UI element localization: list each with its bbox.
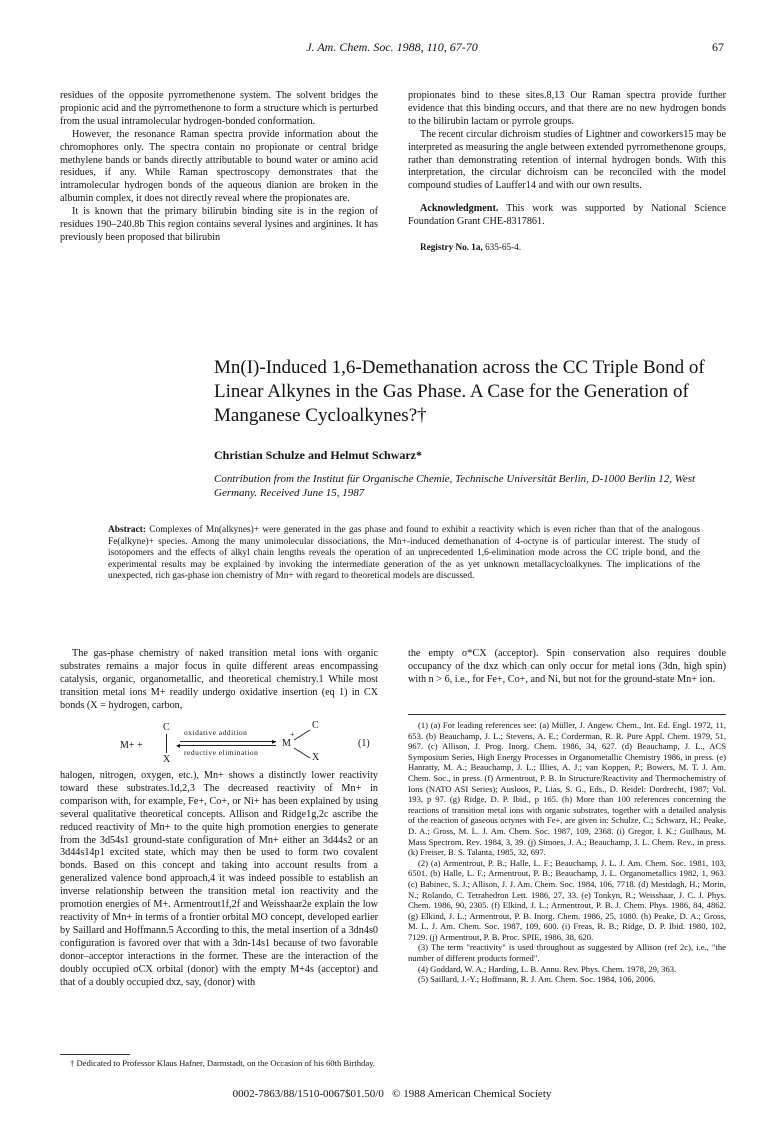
acknowledgment-label: Acknowledgment. — [420, 203, 499, 215]
equation-product-charge: + — [290, 730, 295, 739]
references — [408, 720, 726, 985]
equation-product-bonds — [290, 722, 330, 764]
reference-item: (5) Saillard, J.-Y.; Hoffmann, R. J. Am. Chem. Soc. 1984, 106, 2006. — [418, 974, 656, 985]
equation-forward-arrow — [180, 741, 276, 742]
page-footer — [0, 1088, 784, 1100]
reference-item: (4) Goddard, W. A.; Harding, L. B. Annu. Rev. Phys. Chem. 1978, 29, 363. — [418, 963, 677, 974]
abstract — [108, 525, 700, 583]
footer-copyright: © 1988 American Chemical Society — [392, 1088, 552, 1100]
references-rule — [408, 714, 726, 715]
body-paragraph: the empty σ*CX (acceptor). Spin conservation also requires double occupancy of the dxz which can only occur for metal ions (3dn, high spin) with n > 6, i.e., for Fe+, Co+, and Ni, but not for the ground-state Mn+ ion. — [408, 648, 726, 685]
equation-lhs: M+ + — [120, 740, 143, 751]
dedication-footnote — [60, 1058, 378, 1069]
equation-reverse-label: reductive elimination — [184, 748, 259, 757]
acknowledgment — [408, 203, 726, 229]
footnote-rule — [60, 1054, 130, 1055]
equation-product-x: X — [312, 752, 320, 763]
abstract-label: Abstract: — [108, 525, 147, 535]
reference-item: (2) (a) Armentrout, P. B.; Halle, L. F.; Beauchamp, J. L. J. Am. Chem. Soc. 1981, 103, 6501. (b) Halle, L. F.; Armentrout, P. B.; Beauchamp, J. L. Organometallics 1982, 1, 963. (c) Babinec, S. J.; Allison, J. J. Am. Chem. Soc. 1984, 106, 7718. (d) Mestdagh, H.; Morin, N.; Rolando, C. Tetrahedron Lett. 1986, 27, 33. (e) Tonkyn, R.; Weisshaar, J. C. J. Phys. Chem. 1986, 90, 2305. (f) Elkind, J. L.; Armentrout, P. B. J. Chem. Phys. 1986, 84, 4862. (g) Elkind, J. L.; Armentrout, P. B. Inorg. Chem. 1986, 25, 1080. (h) Peake, D. A.; Gross, M. L. J. Am. Chem. Soc. 1987, 109, 600. (i) Freas, R. B.; Ridge, D. P. Ibid. 1980, 102, 7129. (j) Armentrout, P. B. Proc. SPIE, 1986, 38, 620. — [408, 857, 726, 942]
prev-article-left-column — [60, 90, 378, 245]
prev-paragraph: The recent circular dichroism studies of Lightner and coworkers15 may be interpreted as measuring the angle between extended pyrromethenone groups, rather than demonstrating retention of internal hydrogen bonds. With this interpretation, the circular dichroism can be reconciled with the model compound studies of Lauffer14 and with our own results. — [408, 128, 726, 192]
body-left-intro — [60, 648, 378, 713]
equation-bond-line — [166, 734, 167, 753]
acknowledgment-text: This work was supported by National Science Foundation Grant CHE-8317861. — [408, 203, 726, 228]
reference-item: (1) (a) For leading references see: (a) Müller, J. Angew. Chem., Int. Ed. Engl. 1972, 11, 653. (b) Beauchamp, J. L.; Stevens, A. E.; Corderman, R. R. Pure Appl. Chem. 1979, 51, 967. (c) Allison, J. Prog. Inorg. Chem. 1986, 34, 627. (d) Beauchamp, J. L., ACS Symposium Series, High Energy Processes in Organometallic Chemistry 1986, in press. (e) Hanratty, M. A.; Beauchamp, J. L.; Illies, A. J.; van Koppen, P.; Bowers, M. T. J. Am. Chem. Soc., in press. (f) Armentrout, P. B. In Structure/Reactivity and Thermochemistry of Ions (NATO ASI Series); Ausloos, P., Lias, S. G., Eds., D. Reidel: Dordrecht, 1987; Vol. 193, p 97. (g) Ridge, D. P. Ibid., p 165. (h) More than 100 references concerning the reactions of transition metal ions with organic substrates, together with a detailed analysis of the reaction of gaseous octynes with Fe+, are given in: Schulze, C.; Schwarz, H.; Peake, D. A.; Gross, M. L. J. Am. Chem. Soc. 1987, 109, 2368. (i) Gregor, I. K.; Guilhaus, M. Mass Spectrom. Rev. 1984, 3, 39. (j) Simoes, J. A.; Beauchamp, J. L. Chem. Rev., in press. (k) Freiser, B. S. Talanta, 1985, 32, 697. — [408, 720, 726, 858]
body-right-column — [408, 648, 726, 687]
equation-bottom-atom: X — [163, 754, 171, 765]
equation-product-metal: M — [282, 738, 291, 749]
page-number: 67 — [712, 40, 724, 54]
arrow-head-icon: ▸ — [272, 737, 277, 746]
article-authors: Christian Schulze and Helmut Schwarz* — [214, 448, 423, 462]
prev-paragraph: It is known that the primary bilirubin binding site is in the region of residues 190–240.8b This region contains several lysines and arginines. It has previously been proposed that bilirubin — [60, 206, 378, 243]
prev-paragraph: residues of the opposite pyrromethenone system. The solvent bridges the propionic acid and the pyrromethenone to form a structure which is perturbed from the usual intramolecular hydrogen-bonded conformation. — [60, 90, 378, 127]
reference-item: (3) The term "reactivity" is used throughout as suggested by Allison (ref 2c), i.e., "the number of different products formed". — [408, 942, 726, 964]
abstract-text: Complexes of Mn(alkynes)+ were generated in the gas phase and found to exhibit a reactivity which is even richer than that of the analogous Fe(alkyne)+ species. Among the many unimolecular dissociations, the Mn+-induced demethanation of 4-octyne is of particular interest. The study of isotopomers and the effects of alkyl chain lengths reveals the operation of an unprecedented 1,6-elimination mode across the CC triple bond, and the experimental results may be explained by invoking the intermediate generation of the as yet unknown metallacycloalkynes. The implications of the unexpected, rich gas-phase ion chemistry of Mn+ with regard to theoretical models are discussed. — [108, 525, 700, 582]
arrow-head-reverse-icon: ◂ — [176, 741, 181, 750]
prev-paragraph: propionates bind to these sites.8,13 Our Raman spectra provide further evidence that this binding occurs, and that there are no new hydrogen bonds to the bilirubin lactam or pyrrole groups. — [408, 90, 726, 127]
equation-reverse-arrow — [180, 745, 276, 746]
registry-label: Registry No. 1a, — [420, 242, 483, 253]
equation-forward-label: oxidative addition — [184, 728, 248, 737]
footer-code: 0002-7863/88/1510-0067$01.50/0 — [232, 1088, 384, 1100]
equation-1 — [60, 720, 390, 764]
body-paragraph: halogen, nitrogen, oxygen, etc.), Mn+ shows a distinctly lower reactivity toward these substrates.1d,2,3 The decreased reactivity of Mn+ in comparison with, for example, Fe+, Co+, or Ni+ has been explained by using several qualitative theoretical concepts. Allison and Ridge1g,2c ascribe the reduced reactivity of Mn+ to the quite high promotion energies to generate from the 3d54s1 ground-state configuration of Mn+ either an 3d44s2 or an 3d44s14p1 excited state, which may then be used to form two covalent bonds. Based on this concept and taking into account results from a generalized valence bond approach,4 it was indeed possible to establish an inverse relationship between the transition metal ion reactivity and the promotion energies of M+. Armentrout1f,2f and Weisshaar2e explain the low reactivity of Mn+ in terms of a frontier orbital MO concept, developed earlier by Saillard and Hoffmann.5 According to this, the metal insertion of a 3dn4s0 configuration is favored over that with a 3dn-14s1 because of two favorable donor–acceptor interactions in the former. These are the interaction of the doubly occupied σCX orbital (donor) with the empty M+4s (acceptor) and that of a doubly occupied dxz, say, (donor) with — [60, 770, 378, 988]
registry-number — [408, 241, 726, 254]
equation-number: (1) — [358, 738, 370, 749]
body-left-continued — [60, 770, 378, 989]
article-affiliation: Contribution from the Institut für Organische Chemie, Technische Universität Berlin, D-1000 Berlin 12, West Germany. Received June 15, 1987 — [214, 473, 696, 499]
dedication-text: † Dedicated to Professor Klaus Hafner, Darmstadt, on the Occasion of his 60th Birthday. — [70, 1058, 376, 1068]
prev-paragraph: However, the resonance Raman spectra provide information about the chromophores only. The spectra contain no propionate or central bridge methylene bands or bands directly attributable to bound water or amino acid residues, if any. While Raman spectroscopy demonstrates that the intramolecular hydrogen bonds of the aqueous dianion are broken in the albumin complex, it does not directly reveal where the propionates are. — [60, 128, 378, 205]
prev-article-right-column — [408, 90, 726, 254]
equation-product-c: C — [312, 720, 319, 731]
registry-text: 635-65-4. — [482, 242, 522, 253]
article-title: Mn(I)-Induced 1,6-Demethanation across the CC Triple Bond of Linear Alkynes in the Gas Phase. A Case for the Generation of Manganese Cycloalkynes?† — [214, 357, 705, 426]
journal-header: J. Am. Chem. Soc. 1988, 110, 67-70 — [306, 40, 478, 54]
equation-top-atom: C — [163, 722, 170, 733]
body-paragraph: The gas-phase chemistry of naked transition metal ions with organic substrates remains a major focus in quite different areas encompassing catalysis, organic, organometallic, and theoretical chemistry.1 While most transition metal ions M+ readily undergo oxidative insertion (eq 1) in CX bonds (X = hydrogen, carbon, — [60, 648, 378, 711]
